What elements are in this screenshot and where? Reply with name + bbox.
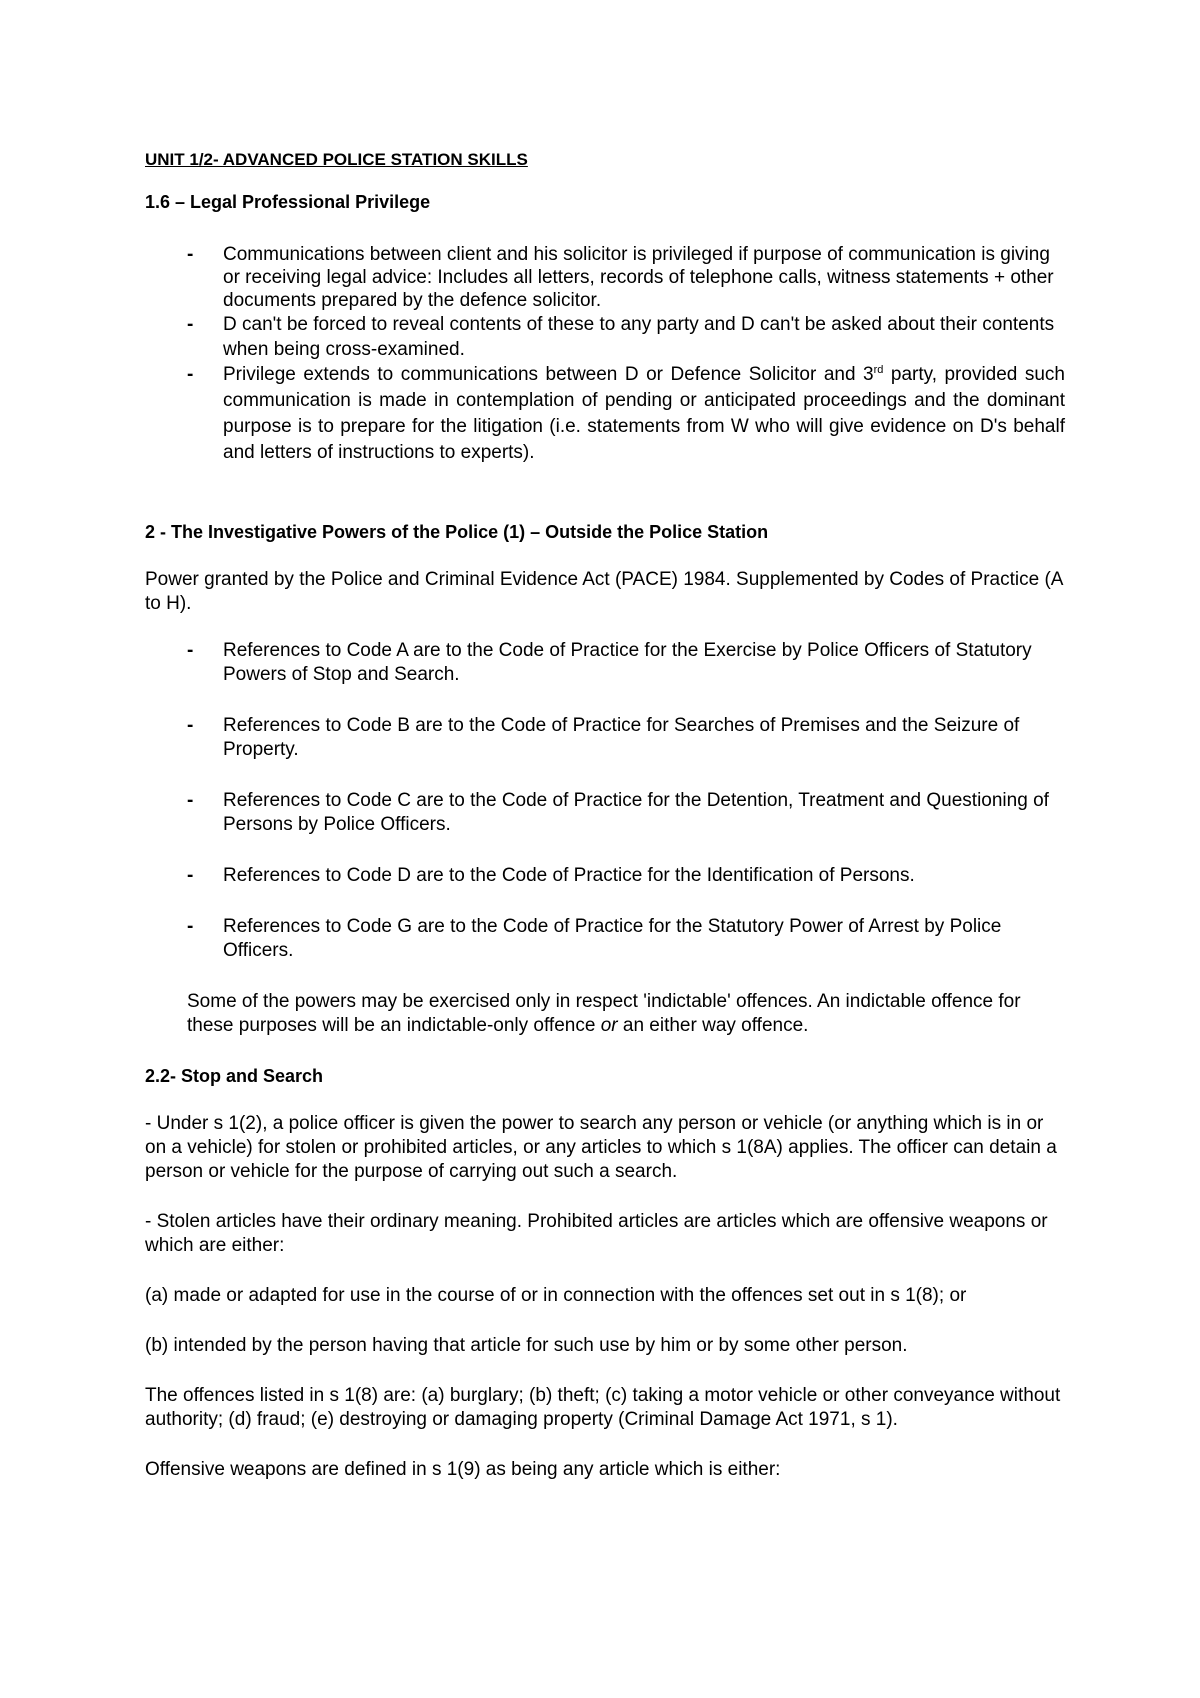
list-item-text: D can't be forced to reveal contents of these to any party and D can't be asked about their contents when being cross-examined.: [223, 314, 1055, 360]
dash-bullet-icon: -: [187, 790, 194, 811]
list-item-text: Privilege extends to communications between D or Defence Solicitor and 3: [223, 364, 874, 385]
list-item-text: References to Code D are to the Code of Practice for the Identification of Persons.: [223, 865, 915, 886]
list-item-text: References to Code A are to the Code of Practice for the Exercise by Police Officers of Statutory Powers of Stop and Search.: [223, 640, 1032, 685]
indictable-note-emphasis: or: [600, 1015, 618, 1036]
section-2-intro: Power granted by the Police and Criminal Evidence Act (PACE) 1984. Supplemented by Codes of Practice (A to H).: [145, 569, 1063, 614]
indictable-note-text: Some of the powers may be exercised only in respect 'indictable' offences. An indictable offence for these purposes will be an indictable-only offence: [187, 991, 1021, 1036]
ordinal-superscript: rd: [873, 364, 884, 376]
offences-list-para: The offences listed in s 1(8) are: (a) burglary; (b) theft; (c) taking a motor vehicle or other conveyance without authority; (d) fraud; (e) destroying or damaging property (Criminal Damage Act 1971, s 1).: [145, 1385, 1061, 1430]
stop-search-para-2: - Stolen articles have their ordinary meaning. Prohibited articles are articles which are offensive weapons or which are either:: [145, 1211, 1048, 1256]
section-2-2-heading: 2.2- Stop and Search: [145, 1066, 324, 1086]
indictable-note: [145, 990, 1065, 1038]
list-item-text-continued: party, provided such communication is made in contemplation of pending or anticipated proceedings and the dominant purpose is to prepare for the litigation (i.e. statements from W who will give evidence on D's behalf and letters of instructions to experts).: [223, 364, 1065, 463]
item-b: (b) intended by the person having that article for such use by him or by some other person.: [145, 1335, 908, 1356]
list-item: [145, 243, 1065, 312]
list-item: [145, 639, 1065, 687]
list-item: [145, 362, 1065, 466]
list-item-text: References to Code G are to the Code of Practice for the Statutory Power of Arrest by Police Officers.: [223, 916, 1002, 961]
document-title: UNIT 1/2- ADVANCED POLICE STATION SKILLS: [145, 150, 528, 169]
item-a: (a) made or adapted for use in the course of or in connection with the offences set out in s 1(8); or: [145, 1285, 967, 1306]
dash-bullet-icon: -: [187, 244, 194, 265]
list-item: [145, 864, 1065, 888]
dash-bullet-icon: -: [187, 865, 194, 886]
list-item: [145, 915, 1065, 963]
privilege-list: [145, 243, 1065, 466]
dash-bullet-icon: -: [187, 640, 194, 661]
dash-bullet-icon: -: [187, 916, 194, 937]
document-page: [145, 148, 1065, 1482]
indictable-note-text-end: an either way offence.: [617, 1015, 809, 1036]
list-item: [145, 789, 1065, 837]
list-item: [145, 714, 1065, 762]
dash-bullet-icon: -: [187, 314, 194, 335]
list-item-text: References to Code C are to the Code of Practice for the Detention, Treatment and Questioning of Persons by Police Officers.: [223, 790, 1049, 835]
list-item-text: References to Code B are to the Code of Practice for Searches of Premises and the Seizure of Property.: [223, 715, 1020, 760]
section-1-6-heading: 1.6 – Legal Professional Privilege: [145, 192, 431, 212]
list-item-text: Communications between client and his solicitor is privileged if purpose of communication is giving or receiving legal advice: Includes all letters, records of telephone calls, witness statements + other documents prepared by the defence solicitor.: [223, 244, 1054, 311]
list-item: [145, 312, 1065, 362]
section-2-heading: 2 - The Investigative Powers of the Police (1) – Outside the Police Station: [145, 522, 769, 542]
codes-list: [145, 639, 1065, 963]
stop-search-para-1: - Under s 1(2), a police officer is given the power to search any person or vehicle (or anything which is in or on a vehicle) for stolen or prohibited articles, or any articles to which s 1(8A) applies. The officer can detain a person or vehicle for the purpose of carrying out such a search.: [145, 1113, 1057, 1182]
offensive-weapons-para: Offensive weapons are defined in s 1(9) as being any article which is either:: [145, 1459, 781, 1480]
dash-bullet-icon: -: [187, 364, 194, 385]
dash-bullet-icon: -: [187, 715, 194, 736]
